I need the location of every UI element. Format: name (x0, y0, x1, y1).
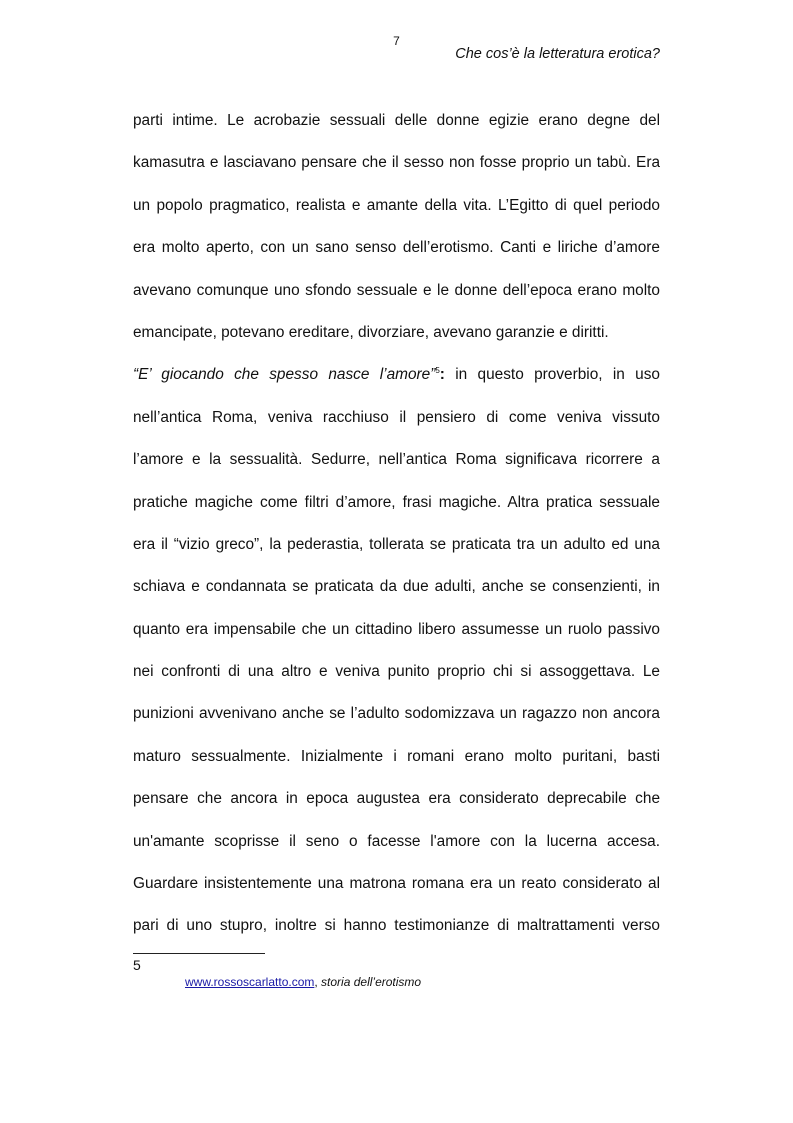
footnote-separator-text: , (314, 975, 322, 989)
text-line: Guardare insistentemente una matrona romana era un reato considerato al (133, 875, 660, 893)
text-line: l’amore e la sessualità. Sedurre, nell’antica Roma significava ricorrere a (133, 451, 660, 469)
text-line: quanto era impensabile che un cittadino libero assumesse un ruolo passivo (133, 620, 660, 638)
text-line: un'amante scoprisse il seno o facesse l'amore con la lucerna accesa. (133, 832, 660, 850)
footnote-separator (133, 953, 265, 954)
body-text (133, 100, 660, 948)
footnote-text (185, 975, 421, 989)
text-line: parti intime. Le acrobazie sessuali delle donne egizie erano degne del (133, 112, 660, 129)
quote-line (133, 354, 660, 396)
text-line: pari di uno stupro, inoltre si hanno testimonianze di maltrattamenti verso (133, 917, 660, 935)
text-line: era il “vizio greco”, la pederastia, tollerata se praticata tra un adulto ed una (133, 535, 660, 553)
footnote-ref[interactable]: 5 (435, 366, 440, 376)
text-line: era molto aperto, con un sano senso dell’erotismo. Canti e liriche d’amore (133, 239, 660, 257)
quote-colon: : (439, 366, 445, 384)
text-line: emancipate, potevano ereditare, divorziare, avevano garanzie e diritti. (133, 323, 609, 341)
text-line: nei confronti di una altro e veniva punito proprio chi si assoggettava. Le (133, 663, 660, 681)
running-header: Che cos’è la letteratura erotica? (455, 46, 660, 62)
text-line: un popolo pragmatico, realista e amante della vita. L’Egitto di quel periodo (133, 196, 660, 214)
proverb-quote: “E’ giocando che spesso nasce l’amore” (133, 366, 436, 384)
quote-line-rest: in questo proverbio, in uso (444, 366, 660, 384)
footnote-link[interactable]: www.rossoscarlatto.com (185, 975, 315, 989)
page-number: 7 (393, 34, 400, 48)
text-line: schiava e condannata se praticata da due adulti, anche se consenzienti, in (133, 578, 660, 596)
text-line: kamasutra e lasciavano pensare che il sesso non fosse proprio un tabù. Era (133, 154, 660, 172)
text-line: pratiche magiche come filtri d’amore, frasi magiche. Altra pratica sessuale (133, 493, 660, 511)
text-line: pensare che ancora in epoca augustea era considerato deprecabile che (133, 790, 660, 808)
text-line: punizioni avvenivano anche se l’adulto sodomizzava un ragazzo non ancora (133, 705, 660, 723)
text-line: avevano comunque uno sfondo sessuale e le donne dell’epoca erano molto (133, 281, 660, 299)
footnote-source: storia dell’erotismo (321, 975, 422, 989)
text-line: nell’antica Roma, veniva racchiuso il pensiero di come veniva vissuto (133, 408, 660, 426)
text-line: maturo sessualmente. Inizialmente i romani erano molto puritani, basti (133, 747, 660, 765)
footnote-number: 5 (133, 957, 141, 973)
